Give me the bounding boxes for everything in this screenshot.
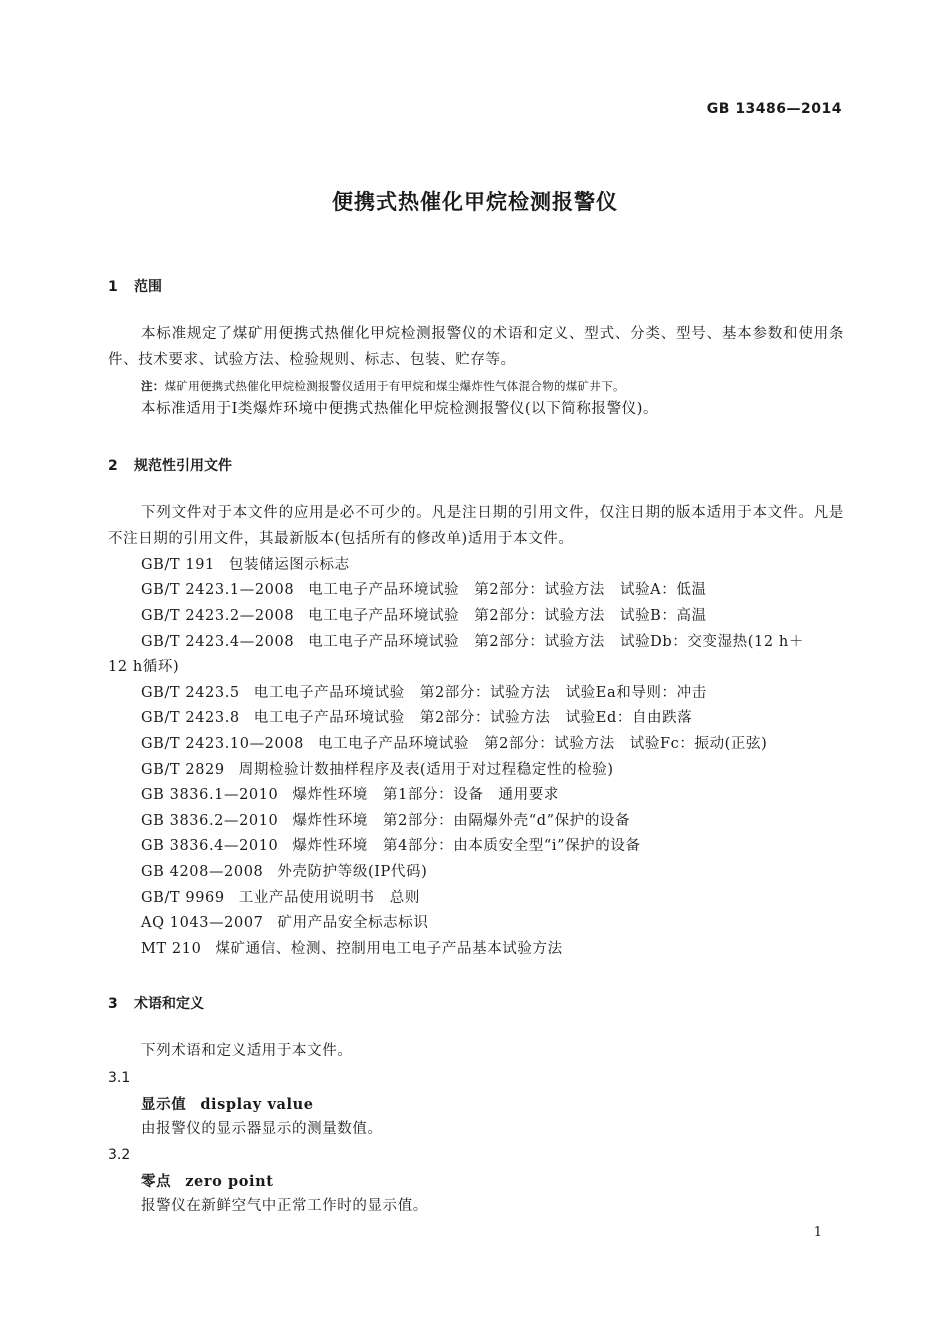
reference-item [141,834,641,860]
reference-code: GB/T 2423.2—2008 [141,608,295,624]
note-text: 煤矿用便携式热催化甲烷检测报警仪适用于有甲烷和煤尘爆炸性气体混合物的煤矿井下。 [164,379,625,393]
reference-item [141,758,614,784]
reference-title: 电工电子产品环境试验 第2部分：试验方法 试验Db：交变湿热(12 h＋ [308,634,804,650]
reference-title: 12 h循环) [108,659,180,675]
reference-code: GB/T 2423.5 [141,685,240,701]
reference-item [141,886,420,912]
term-heading [141,1170,274,1191]
page-number: 1 [813,1225,822,1240]
reference-title: 外壳防护等级(IP代码) [277,864,428,880]
reference-code: GB/T 2423.1—2008 [141,582,295,598]
reference-item [141,681,707,707]
reference-title: 包装储运图示标志 [228,557,350,573]
reference-item [141,553,350,579]
reference-code: GB 3836.4—2010 [141,838,279,854]
document-title: 便携式热催化甲烷检测报警仪 [332,190,618,214]
reference-code: MT 210 [141,941,202,957]
section-number: 1 [108,279,118,295]
reference-title: 爆炸性环境 第2部分：由隔爆外壳“d”保护的设备 [292,813,631,829]
reference-item [141,630,804,656]
section-title: 范围 [134,279,162,295]
reference-title: 电工电子产品环境试验 第2部分：试验方法 试验Ed：自由跌落 [253,710,693,726]
standard-id: GB 13486—2014 [706,101,842,117]
section-1-heading [108,276,162,296]
reference-title: 电工电子产品环境试验 第2部分：试验方法 试验Ea和导则：冲击 [253,685,707,701]
terms-intro: 下列术语和定义适用于本文件。 [141,1043,353,1059]
section-2-heading [108,455,232,475]
reference-item [141,783,559,809]
term-english: display value [200,1096,314,1113]
section-title: 术语和定义 [134,996,204,1012]
reference-item [141,604,707,630]
reference-title: 矿用产品安全标志标识 [277,915,429,931]
reference-code: GB/T 2423.4—2008 [141,634,295,650]
reference-code: GB 3836.2—2010 [141,813,279,829]
term-definition: 由报警仪的显示器显示的测量数值。 [141,1121,383,1137]
reference-code: AQ 1043—2007 [141,915,264,931]
term-chinese: 显示值 [141,1096,187,1113]
reference-item [141,578,707,604]
reference-item [141,706,692,732]
reference-code: GB/T 2423.10—2008 [141,736,304,752]
term-english: zero point [185,1173,274,1190]
clause-number: 3.2 [108,1147,131,1163]
section-number: 2 [108,458,118,474]
note [141,378,625,394]
references-intro: 下列文件对于本文件的应用是必不可少的。凡是注日期的引用文件，仅注日期的版本适用于本文件。凡是不注日期的引用文件，其最新版本(包括所有的修改单)适用于本文件。 [108,505,844,547]
reference-item [141,732,767,758]
reference-code: GB/T 191 [141,557,215,573]
reference-code: GB 4208—2008 [141,864,264,880]
reference-item [141,937,563,963]
reference-title: 周期检验计数抽样程序及表(适用于对过程稳定性的检验) [238,762,614,778]
reference-code: GB 3836.1—2010 [141,787,279,803]
reference-title: 煤矿通信、检测、控制用电工电子产品基本试验方法 [215,941,563,957]
reference-code: GB/T 2829 [141,762,225,778]
reference-item [141,860,427,886]
section-title: 规范性引用文件 [134,458,232,474]
reference-title: 爆炸性环境 第1部分：设备 通用要求 [292,787,559,803]
term-heading [141,1093,314,1114]
section-number: 3 [108,996,118,1012]
reference-item [141,911,428,937]
term-chinese: 零点 [141,1173,172,1190]
reference-code: GB/T 9969 [141,890,225,906]
reference-code: GB/T 2423.8 [141,710,240,726]
term-definition: 报警仪在新鲜空气中正常工作时的显示值。 [141,1198,428,1214]
applicability-paragraph: 本标准适用于Ⅰ类爆炸环境中便携式热催化甲烷检测报警仪(以下简称报警仪)。 [141,401,659,417]
reference-title: 工业产品使用说明书 总则 [238,890,420,906]
scope-paragraph: 本标准规定了煤矿用便携式热催化甲烷检测报警仪的术语和定义、型式、分类、型号、基本参数和使用条件、技术要求、试验方法、检验规则、标志、包装、贮存等。 [108,326,844,368]
reference-title: 电工电子产品环境试验 第2部分：试验方法 试验B：高温 [308,608,707,624]
reference-title: 爆炸性环境 第4部分：由本质安全型“i”保护的设备 [292,838,641,854]
section-3-heading [108,993,204,1013]
reference-title: 电工电子产品环境试验 第2部分：试验方法 试验Fc：振动(正弦) [317,736,768,752]
reference-continuation [108,655,179,681]
reference-title: 电工电子产品环境试验 第2部分：试验方法 试验A：低温 [308,582,707,598]
clause-number: 3.1 [108,1070,131,1086]
note-label: 注： [141,379,165,393]
reference-item [141,809,630,835]
